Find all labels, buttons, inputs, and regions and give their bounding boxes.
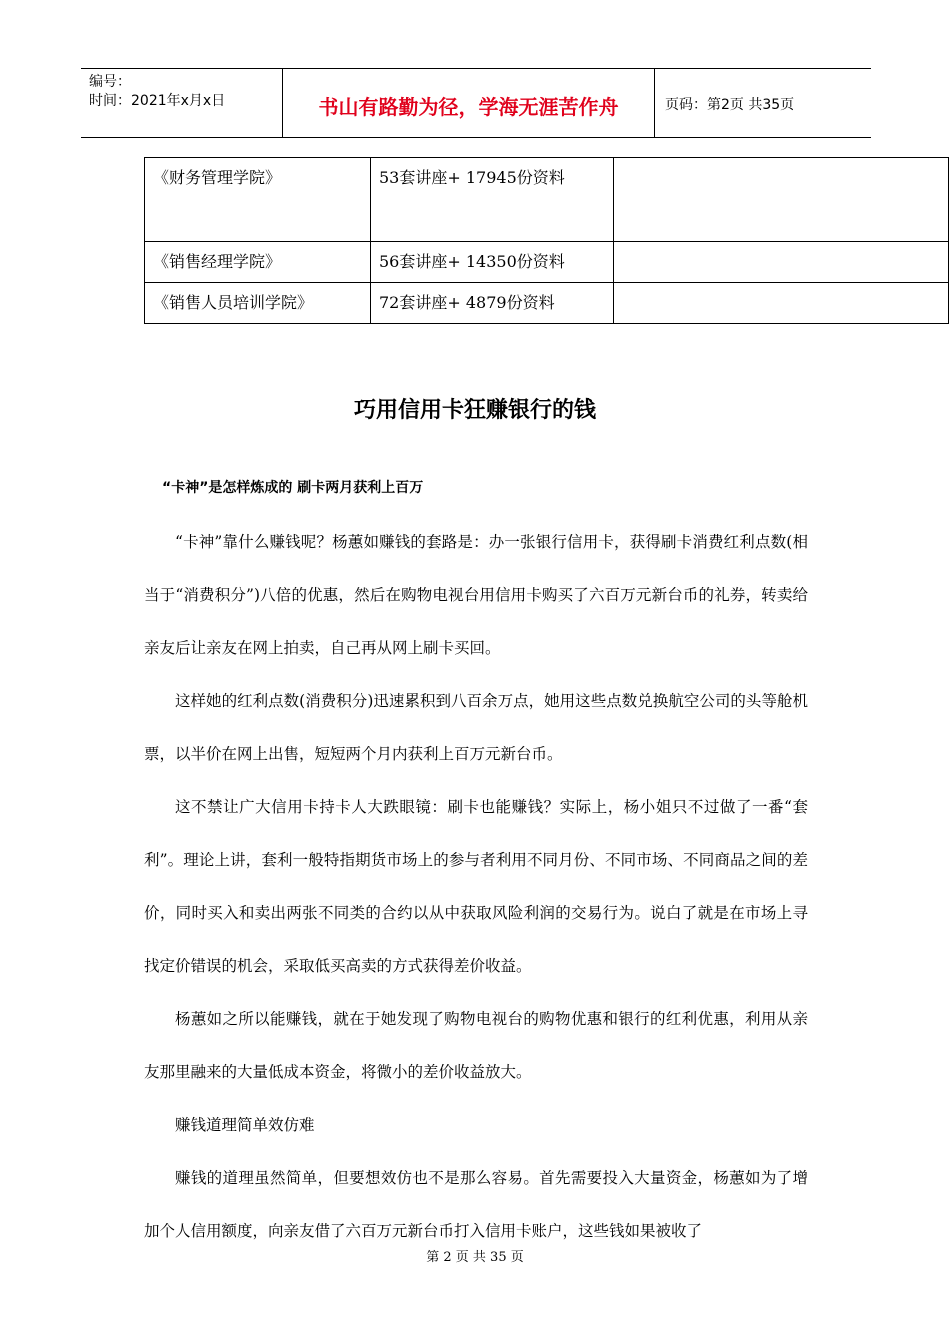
- article-title: 巧用信用卡狂赚银行的钱: [353, 398, 596, 423]
- page-header: [81, 68, 871, 138]
- resource-table: [144, 157, 949, 324]
- page-indicator: 页码：第2页 共35页: [665, 97, 795, 113]
- paragraph: 赚钱的道理虽然简单，但要想效仿也不是那么容易。首先需要投入大量资金，杨蕙如为了增加个人信用额度，向亲友借了六百万元新台币打入信用卡账户，这些钱如果被收了: [144, 1169, 808, 1240]
- paragraph: 这样她的红利点数(消费积分)迅速累积到八百余万点，她用这些点数兑换航空公司的头等舱机票，以半价在网上出售，短短两个月内获利上百万元新台币。: [144, 692, 808, 763]
- table-row: [145, 283, 949, 324]
- article-body: [144, 516, 808, 1258]
- table-cell-name: 《销售人员培训学院》: [145, 283, 371, 324]
- paragraph: “卡神”靠什么赚钱呢？杨蕙如赚钱的套路是：办一张银行信用卡，获得刷卡消费红利点数(相当于“消费积分”)八倍的优惠，然后在购物电视台用信用卡购买了六百万元新台币的礼券，转卖给亲友后让亲友在网上拍卖，自己再从网上刷卡买回。: [144, 533, 808, 657]
- number-label: 编号：: [89, 74, 131, 90]
- paragraph: 杨蕙如之所以能赚钱，就在于她发现了购物电视台的购物优惠和银行的红利优惠，利用从亲友那里融来的大量低成本资金，将微小的差价收益放大。: [144, 1010, 808, 1081]
- table-cell-detail: 72套讲座+ 4879份资料: [371, 283, 614, 324]
- table-cell-detail: 53套讲座+ 17945份资料: [371, 158, 614, 242]
- table-row: [145, 158, 949, 242]
- page-footer: 第 2 页 共 35 页: [426, 1250, 524, 1265]
- table-cell-name: 《财务管理学院》: [145, 158, 371, 242]
- paragraph: 这不禁让广大信用卡持卡人大跌眼镜：刷卡也能赚钱？实际上，杨小姐只不过做了一番“套利”。理论上讲，套利一般特指期货市场上的参与者利用不同月份、不同市场、不同商品之间的差价，同时买入和卖出两张不同类的合约以从中获取风险利润的交易行为。说白了就是在市场上寻找定价错误的机会，采取低买高卖的方式获得差价收益。: [144, 798, 808, 975]
- table-row: [145, 242, 949, 283]
- table-cell-extra: [614, 242, 949, 283]
- header-divider: [654, 69, 655, 137]
- table-cell-extra: [614, 283, 949, 324]
- header-meta: [89, 73, 279, 111]
- article-subtitle: “卡神”是怎样炼成的 刷卡两月获利上百万: [162, 480, 424, 496]
- table-cell-name: 《销售经理学院》: [145, 242, 371, 283]
- table-cell-detail: 56套讲座+ 14350份资料: [371, 242, 614, 283]
- table-cell-extra: [614, 158, 949, 242]
- header-motto: 书山有路勤为径，学海无涯苦作舟: [318, 95, 619, 119]
- section-heading: 赚钱道理简单效仿难: [175, 1116, 315, 1134]
- time-label: 时间：2021年x月x日: [89, 93, 226, 109]
